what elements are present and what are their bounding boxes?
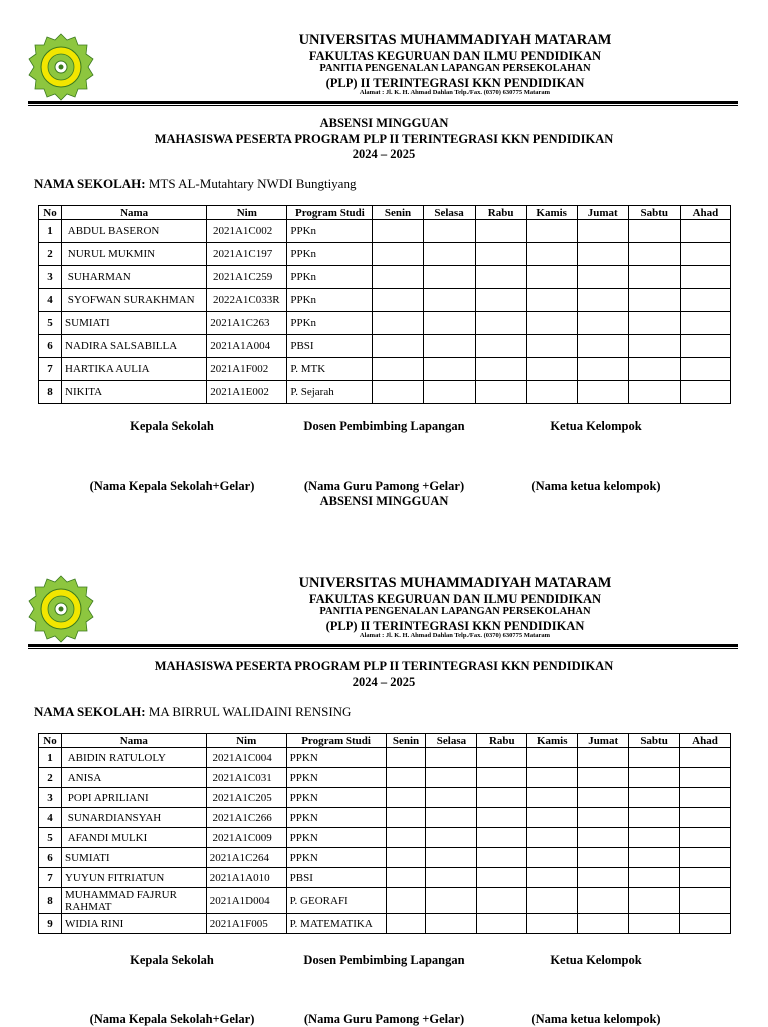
attendance-cell[interactable] bbox=[527, 748, 578, 768]
attendance-cell[interactable] bbox=[629, 768, 680, 788]
program-name: (PLP) II TERINTEGRASI KKN PENDIDIKAN bbox=[325, 75, 585, 90]
attendance-cell[interactable] bbox=[526, 243, 577, 266]
column-header: Kamis bbox=[527, 734, 578, 748]
attendance-cell[interactable] bbox=[577, 312, 628, 335]
attendance-cell[interactable] bbox=[680, 808, 731, 828]
student-name: AFANDI MULKI bbox=[61, 828, 206, 848]
attendance-cell[interactable] bbox=[475, 243, 526, 266]
student-nim: 2021A1E002 bbox=[207, 381, 287, 404]
student-nim: 2021A1F005 bbox=[206, 914, 286, 934]
attendance-cell[interactable] bbox=[373, 266, 423, 289]
attendance-cell[interactable] bbox=[578, 868, 629, 888]
student-nim: 2021A1C197 bbox=[207, 243, 287, 266]
row-number: 1 bbox=[39, 220, 62, 243]
row-number: 4 bbox=[39, 289, 62, 312]
attendance-cell[interactable] bbox=[386, 828, 426, 848]
table-row bbox=[39, 888, 731, 914]
student-name: ABDUL BASERON bbox=[62, 220, 207, 243]
university-logo bbox=[26, 32, 96, 102]
attendance-cell[interactable] bbox=[475, 312, 526, 335]
attendance-cell[interactable] bbox=[527, 914, 578, 934]
attendance-cell[interactable] bbox=[578, 788, 629, 808]
row-number: 8 bbox=[39, 888, 62, 914]
attendance-cell[interactable] bbox=[578, 888, 629, 914]
table-row bbox=[39, 748, 731, 768]
attendance-cell[interactable] bbox=[477, 914, 527, 934]
attendance-cell[interactable] bbox=[526, 381, 577, 404]
attendance-cell[interactable] bbox=[373, 335, 423, 358]
table-row bbox=[39, 266, 731, 289]
attendance-cell[interactable] bbox=[577, 289, 628, 312]
student-nim: 2022A1C033R bbox=[207, 289, 287, 312]
student-nim: 2021A1C031 bbox=[206, 768, 286, 788]
column-header: Selasa bbox=[426, 734, 477, 748]
attendance-cell[interactable] bbox=[628, 220, 680, 243]
letterhead-rule-thin-2 bbox=[28, 648, 738, 649]
signature-leader-title-2: Ketua Kelompok bbox=[550, 953, 642, 967]
attendance-cell[interactable] bbox=[423, 266, 475, 289]
attendance-cell[interactable] bbox=[423, 381, 475, 404]
attendance-cell[interactable] bbox=[386, 848, 426, 868]
attendance-table-2 bbox=[38, 733, 731, 934]
study-program: PBSI bbox=[286, 868, 386, 888]
address: Alamat : Jl. K. H. Ahmad Dahlan Telp./Fax. (0370) 630775 Mataram bbox=[359, 632, 551, 639]
committee-name: PANITIA PENGENALAN LAPANGAN PERSEKOLAHAN bbox=[319, 63, 591, 74]
attendance-cell[interactable] bbox=[628, 266, 680, 289]
column-header: Nim bbox=[206, 734, 286, 748]
signature-supervisor-name: (Nama Guru Pamong +Gelar) bbox=[303, 479, 465, 493]
student-nim: 2021A1F002 bbox=[207, 358, 287, 381]
table-row bbox=[39, 788, 731, 808]
letterhead-2 bbox=[200, 576, 710, 640]
column-header: Rabu bbox=[477, 734, 527, 748]
attendance-cell[interactable] bbox=[680, 358, 730, 381]
attendance-cell[interactable] bbox=[477, 848, 527, 868]
table-row bbox=[39, 289, 731, 312]
document-title-2 bbox=[0, 659, 768, 690]
column-header: Nama bbox=[62, 206, 207, 220]
attendance-cell[interactable] bbox=[578, 828, 629, 848]
table-row bbox=[39, 848, 731, 868]
attendance-cell[interactable] bbox=[475, 358, 526, 381]
attendance-cell[interactable] bbox=[577, 381, 628, 404]
attendance-cell[interactable] bbox=[577, 358, 628, 381]
student-name: HARTIKA AULIA bbox=[62, 358, 207, 381]
attendance-cell[interactable] bbox=[423, 289, 475, 312]
row-number: 6 bbox=[39, 335, 62, 358]
attendance-cell[interactable] bbox=[578, 848, 629, 868]
column-header: Kamis bbox=[526, 206, 577, 220]
attendance-cell[interactable] bbox=[477, 888, 527, 914]
signature-leader-title: Ketua Kelompok bbox=[550, 419, 642, 433]
attendance-cell[interactable] bbox=[680, 312, 730, 335]
table-row bbox=[39, 808, 731, 828]
column-header: No bbox=[39, 734, 62, 748]
student-name: WIDIA RINI bbox=[61, 914, 206, 934]
attendance-cell[interactable] bbox=[477, 788, 527, 808]
column-header: Sabtu bbox=[629, 734, 680, 748]
attendance-cell[interactable] bbox=[628, 335, 680, 358]
student-nim: 2021A1A010 bbox=[206, 868, 286, 888]
table-row bbox=[39, 243, 731, 266]
student-name: NIKITA bbox=[62, 381, 207, 404]
column-header: Senin bbox=[373, 206, 423, 220]
university-logo-2 bbox=[26, 574, 96, 644]
attendance-cell[interactable] bbox=[475, 381, 526, 404]
attendance-cell[interactable] bbox=[680, 828, 731, 848]
school-label: NAMA SEKOLAH: bbox=[34, 176, 146, 191]
student-name: NADIRA SALSABILLA bbox=[62, 335, 207, 358]
attendance-cell[interactable] bbox=[527, 808, 578, 828]
attendance-cell[interactable] bbox=[477, 808, 527, 828]
attendance-cell[interactable] bbox=[386, 868, 426, 888]
attendance-cell[interactable] bbox=[527, 848, 578, 868]
attendance-cell[interactable] bbox=[426, 848, 477, 868]
letterhead-rule-thin bbox=[28, 105, 738, 106]
signature-headmaster-name: (Nama Kepala Sekolah+Gelar) bbox=[89, 479, 255, 493]
row-number: 6 bbox=[39, 848, 62, 868]
student-nim: 2021A1C263 bbox=[207, 312, 287, 335]
attendance-cell[interactable] bbox=[426, 768, 477, 788]
student-name: NURUL MUKMIN bbox=[62, 243, 207, 266]
university-name: UNIVERSITAS MUHAMMADIYAH MATARAM bbox=[298, 32, 612, 48]
student-name: YUYUN FITRIATUN bbox=[61, 868, 206, 888]
student-name: ABIDIN RATULOLY bbox=[61, 748, 206, 768]
title-participants: MAHASISWA PESERTA PROGRAM PLP II TERINTEGRASI KKN PENDIDIKAN bbox=[154, 131, 614, 146]
attendance-cell[interactable] bbox=[527, 868, 578, 888]
row-number: 1 bbox=[39, 748, 62, 768]
attendance-cell[interactable] bbox=[526, 335, 577, 358]
attendance-cell[interactable] bbox=[373, 289, 423, 312]
attendance-cell[interactable] bbox=[477, 828, 527, 848]
attendance-cell[interactable] bbox=[527, 888, 578, 914]
attendance-cell[interactable] bbox=[680, 748, 731, 768]
attendance-cell[interactable] bbox=[423, 220, 475, 243]
attendance-cell[interactable] bbox=[628, 312, 680, 335]
column-header: No bbox=[39, 206, 62, 220]
attendance-cell[interactable] bbox=[577, 243, 628, 266]
attendance-cell[interactable] bbox=[373, 312, 423, 335]
attendance-cell[interactable] bbox=[680, 868, 731, 888]
attendance-cell[interactable] bbox=[628, 243, 680, 266]
school-name: MTS AL-Mutahtary NWDI Bungtiyang bbox=[148, 176, 357, 191]
attendance-cell[interactable] bbox=[526, 266, 577, 289]
attendance-cell[interactable] bbox=[680, 335, 730, 358]
attendance-cell[interactable] bbox=[628, 289, 680, 312]
school-label: NAMA SEKOLAH: bbox=[34, 704, 146, 719]
student-name: MUHAMMAD FAJRUR RAHMAT bbox=[61, 888, 206, 914]
study-program: PPKN bbox=[286, 748, 386, 768]
attendance-cell[interactable] bbox=[578, 768, 629, 788]
attendance-cell[interactable] bbox=[526, 220, 577, 243]
letterhead-rule bbox=[28, 101, 738, 104]
row-number: 5 bbox=[39, 828, 62, 848]
table-row bbox=[39, 312, 731, 335]
attendance-cell[interactable] bbox=[477, 748, 527, 768]
table-row bbox=[39, 335, 731, 358]
attendance-cell[interactable] bbox=[426, 828, 477, 848]
title-weekly: ABSENSI MINGGUAN bbox=[319, 116, 449, 130]
student-nim: 2021A1C004 bbox=[206, 748, 286, 768]
column-header: Jumat bbox=[577, 206, 628, 220]
attendance-cell[interactable] bbox=[386, 788, 426, 808]
signature-headmaster-title-2: Kepala Sekolah bbox=[130, 953, 214, 967]
attendance-cell[interactable] bbox=[680, 243, 730, 266]
row-number: 7 bbox=[39, 358, 62, 381]
committee-name: PANITIA PENGENALAN LAPANGAN PERSEKOLAHAN bbox=[319, 606, 591, 617]
attendance-cell[interactable] bbox=[680, 914, 731, 934]
attendance-cell[interactable] bbox=[373, 243, 423, 266]
title-year: 2024 – 2025 bbox=[352, 674, 416, 689]
study-program: P. MTK bbox=[287, 358, 373, 381]
attendance-cell[interactable] bbox=[629, 868, 680, 888]
table-row bbox=[39, 768, 731, 788]
attendance-cell[interactable] bbox=[426, 748, 477, 768]
attendance-cell[interactable] bbox=[577, 220, 628, 243]
table-header-row bbox=[39, 734, 731, 748]
title-weekly-overflow: ABSENSI MINGGUAN bbox=[319, 494, 449, 508]
row-number: 2 bbox=[39, 768, 62, 788]
attendance-cell[interactable] bbox=[527, 768, 578, 788]
attendance-cell[interactable] bbox=[386, 768, 426, 788]
study-program: PPKn bbox=[287, 266, 373, 289]
table-row bbox=[39, 828, 731, 848]
table-row bbox=[39, 868, 731, 888]
faculty-name: FAKULTAS KEGURUAN DAN ILMU PENDIDIKAN bbox=[308, 48, 602, 63]
row-number: 3 bbox=[39, 788, 62, 808]
faculty-name: FAKULTAS KEGURUAN DAN ILMU PENDIDIKAN bbox=[308, 591, 602, 606]
student-name: SUNARDIANSYAH bbox=[61, 808, 206, 828]
student-name: POPI APRILIANI bbox=[61, 788, 206, 808]
attendance-cell[interactable] bbox=[475, 266, 526, 289]
study-program: PPKN bbox=[286, 848, 386, 868]
study-program: PPKN bbox=[286, 828, 386, 848]
attendance-cell[interactable] bbox=[629, 914, 680, 934]
attendance-cell[interactable] bbox=[526, 289, 577, 312]
column-header: Program Studi bbox=[286, 734, 386, 748]
row-number: 5 bbox=[39, 312, 62, 335]
attendance-cell[interactable] bbox=[680, 848, 731, 868]
school-line-2 bbox=[34, 704, 351, 720]
school-name: MA BIRRUL WALIDAINI RENSING bbox=[148, 704, 352, 719]
university-name: UNIVERSITAS MUHAMMADIYAH MATARAM bbox=[298, 575, 612, 591]
attendance-cell[interactable] bbox=[527, 828, 578, 848]
school-line bbox=[34, 176, 356, 192]
signature-headmaster-name-2: (Nama Kepala Sekolah+Gelar) bbox=[89, 1012, 255, 1026]
student-nim: 2021A1C002 bbox=[207, 220, 287, 243]
attendance-cell[interactable] bbox=[628, 358, 680, 381]
study-program: PPKn bbox=[287, 312, 373, 335]
study-program: PPKn bbox=[287, 220, 373, 243]
row-number: 4 bbox=[39, 808, 62, 828]
student-name: SUMIATI bbox=[62, 312, 207, 335]
student-name: SUMIATI bbox=[61, 848, 206, 868]
student-nim: 2021A1A004 bbox=[207, 335, 287, 358]
column-header: Ahad bbox=[680, 734, 731, 748]
column-header: Sabtu bbox=[628, 206, 680, 220]
attendance-cell[interactable] bbox=[426, 788, 477, 808]
row-number: 2 bbox=[39, 243, 62, 266]
attendance-cell[interactable] bbox=[629, 788, 680, 808]
attendance-cell[interactable] bbox=[629, 748, 680, 768]
letterhead-rule-2 bbox=[28, 644, 738, 647]
column-header: Nama bbox=[61, 734, 206, 748]
attendance-cell[interactable] bbox=[386, 914, 426, 934]
attendance-cell[interactable] bbox=[628, 381, 680, 404]
study-program: PBSI bbox=[287, 335, 373, 358]
attendance-cell[interactable] bbox=[426, 888, 477, 914]
study-program: P. GEORAFI bbox=[286, 888, 386, 914]
document-title bbox=[0, 116, 768, 163]
table-row bbox=[39, 220, 731, 243]
student-name: SYOFWAN SURAKHMAN bbox=[62, 289, 207, 312]
attendance-cell[interactable] bbox=[386, 888, 426, 914]
study-program: PPKn bbox=[287, 289, 373, 312]
attendance-cell[interactable] bbox=[373, 220, 423, 243]
attendance-cell[interactable] bbox=[577, 335, 628, 358]
attendance-cell[interactable] bbox=[477, 868, 527, 888]
student-nim: 2021A1D004 bbox=[206, 888, 286, 914]
attendance-cell[interactable] bbox=[680, 266, 730, 289]
letterhead bbox=[200, 33, 710, 97]
student-name: SUHARMAN bbox=[62, 266, 207, 289]
attendance-cell[interactable] bbox=[526, 312, 577, 335]
study-program: PPKN bbox=[286, 808, 386, 828]
study-program: PPKN bbox=[286, 768, 386, 788]
signature-leader-name-2: (Nama ketua kelompok) bbox=[531, 1012, 661, 1026]
attendance-cell[interactable] bbox=[475, 335, 526, 358]
attendance-cell[interactable] bbox=[680, 220, 730, 243]
column-header: Rabu bbox=[475, 206, 526, 220]
attendance-cell[interactable] bbox=[477, 768, 527, 788]
row-number: 3 bbox=[39, 266, 62, 289]
student-nim: 2021A1C264 bbox=[206, 848, 286, 868]
attendance-cell[interactable] bbox=[629, 808, 680, 828]
attendance-cell[interactable] bbox=[386, 808, 426, 828]
student-nim: 2021A1C009 bbox=[206, 828, 286, 848]
study-program: PPKn bbox=[287, 243, 373, 266]
attendance-cell[interactable] bbox=[475, 289, 526, 312]
attendance-cell[interactable] bbox=[527, 788, 578, 808]
study-program: P. MATEMATIKA bbox=[286, 914, 386, 934]
column-header: Selasa bbox=[423, 206, 475, 220]
attendance-cell[interactable] bbox=[629, 828, 680, 848]
student-nim: 2021A1C205 bbox=[206, 788, 286, 808]
table-row bbox=[39, 358, 731, 381]
row-number: 9 bbox=[39, 914, 62, 934]
attendance-cell[interactable] bbox=[680, 788, 731, 808]
attendance-cell[interactable] bbox=[680, 888, 731, 914]
table-row bbox=[39, 914, 731, 934]
attendance-cell[interactable] bbox=[475, 220, 526, 243]
attendance-cell[interactable] bbox=[680, 289, 730, 312]
attendance-cell[interactable] bbox=[373, 358, 423, 381]
attendance-cell[interactable] bbox=[629, 848, 680, 868]
attendance-cell[interactable] bbox=[423, 358, 475, 381]
column-header: Senin bbox=[386, 734, 426, 748]
table-header-row bbox=[39, 206, 731, 220]
column-header: Jumat bbox=[578, 734, 629, 748]
title-year: 2024 – 2025 bbox=[352, 147, 416, 161]
table-row bbox=[39, 381, 731, 404]
attendance-cell[interactable] bbox=[577, 266, 628, 289]
attendance-cell[interactable] bbox=[578, 914, 629, 934]
study-program: PPKN bbox=[286, 788, 386, 808]
attendance-table bbox=[38, 205, 731, 404]
attendance-cell[interactable] bbox=[629, 888, 680, 914]
student-nim: 2021A1C259 bbox=[207, 266, 287, 289]
attendance-cell[interactable] bbox=[426, 868, 477, 888]
signature-supervisor-name-2: (Nama Guru Pamong +Gelar) bbox=[303, 1012, 465, 1026]
signature-leader-name: (Nama ketua kelompok) bbox=[531, 479, 661, 493]
attendance-cell[interactable] bbox=[386, 748, 426, 768]
column-header: Program Studi bbox=[287, 206, 373, 220]
signature-headmaster-title: Kepala Sekolah bbox=[130, 419, 214, 433]
program-name: (PLP) II TERINTEGRASI KKN PENDIDIKAN bbox=[325, 618, 585, 633]
signature-supervisor-title: Dosen Pembimbing Lapangan bbox=[303, 419, 465, 433]
column-header: Nim bbox=[207, 206, 287, 220]
column-header: Ahad bbox=[680, 206, 730, 220]
attendance-cell[interactable] bbox=[423, 243, 475, 266]
attendance-cell[interactable] bbox=[426, 808, 477, 828]
attendance-cell[interactable] bbox=[578, 748, 629, 768]
row-number: 8 bbox=[39, 381, 62, 404]
attendance-cell[interactable] bbox=[423, 312, 475, 335]
title-participants: MAHASISWA PESERTA PROGRAM PLP II TERINTEGRASI KKN PENDIDIKAN bbox=[154, 659, 614, 673]
address: Alamat : Jl. K. H. Ahmad Dahlan Telp./Fax. (0370) 630775 Mataram bbox=[359, 89, 551, 96]
signature-supervisor-title-2: Dosen Pembimbing Lapangan bbox=[303, 953, 465, 967]
attendance-cell[interactable] bbox=[526, 358, 577, 381]
attendance-cell[interactable] bbox=[680, 768, 731, 788]
study-program: P. Sejarah bbox=[287, 381, 373, 404]
attendance-cell[interactable] bbox=[423, 335, 475, 358]
student-nim: 2021A1C266 bbox=[206, 808, 286, 828]
attendance-cell[interactable] bbox=[373, 381, 423, 404]
attendance-cell[interactable] bbox=[426, 914, 477, 934]
attendance-cell[interactable] bbox=[578, 808, 629, 828]
row-number: 7 bbox=[39, 868, 62, 888]
attendance-cell[interactable] bbox=[680, 381, 730, 404]
student-name: ANISA bbox=[61, 768, 206, 788]
